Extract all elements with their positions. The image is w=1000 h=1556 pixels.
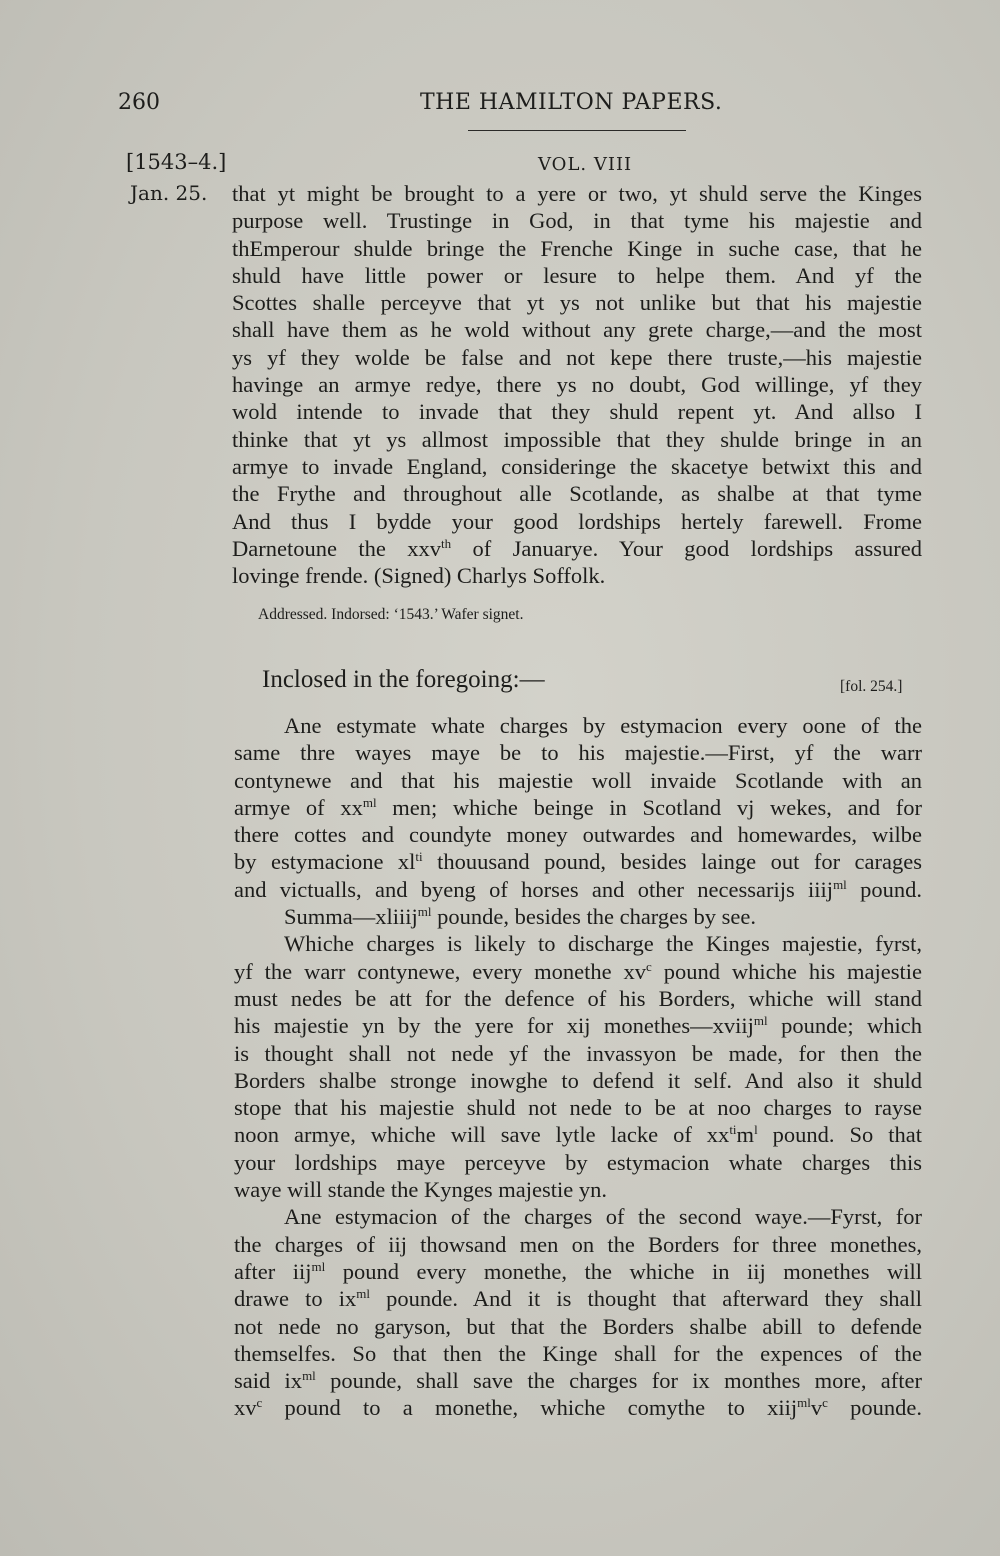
volume-label: VOL. VIII	[538, 154, 633, 175]
enclosure-text	[234, 712, 922, 1422]
enclosure-line: waye will stande the Kynges majestie yn.	[234, 1177, 608, 1203]
letter-line: armye to invade England, consideringe the skacetye betwixt this and	[232, 453, 922, 479]
enclosure-line: Summa—xliiij$^{ml}$ pounde, besides the charges by see.	[284, 904, 756, 930]
letter-line: ys yf they wolde be false and not kepe there truste,—his majestie	[232, 344, 922, 370]
letter-line: the Frythe and throughout alle Scotlande, as shalbe at that tyme	[232, 481, 922, 507]
page-header	[118, 88, 928, 128]
enclosure-line: same thre wayes maye be to his majestie.—First, yf the warr	[234, 740, 922, 766]
enclosure-line: the charges of iij thowsand men on the Borders for three monethes,	[234, 1231, 922, 1257]
enclosure-line: noon armye, whiche will save lytle lacke of $xx^{ti}m^l$ pound. So that	[234, 1122, 922, 1148]
header-rule	[468, 130, 686, 131]
letter-line: Scottes shalle perceyve that yt ys not unlike but that his majestie	[232, 290, 922, 316]
enclosure-line: yf the warr contynewe, every monethe $xv^c$ pound whiche his majestie	[234, 958, 922, 984]
letter-line: shall have them as he wold without any grete charge,—and the most	[232, 317, 922, 343]
enclosure-line: themselfes. So that then the Kinge shall for the expences of the	[234, 1340, 922, 1366]
letter-line: wold intende to invade that they shuld repent yt. And allso I	[232, 399, 922, 425]
section-heading: Inclosed in the foregoing:—	[262, 666, 545, 693]
enclosure-line: after iij$^{ml}$ pound every monethe, the whiche in iij monethes will	[234, 1258, 922, 1284]
margin-date: Jan. 25.	[130, 181, 208, 205]
letter-line: thEmperour shulde bringe the Frenche Kinge in suche case, that he	[232, 235, 922, 261]
enclosure-line: Whiche charges is likely to discharge the Kinges majestie, fyrst,	[284, 931, 922, 957]
letter-text	[232, 180, 922, 589]
endorsement-note: Addressed. Indorsed: ‘1543.’ Wafer signet.	[258, 606, 524, 623]
enclosure-line: drawe to $ix^{ml}$ pounde. And it is thought that afterward they shall	[234, 1286, 923, 1312]
page-number: 260	[118, 90, 160, 115]
enclosure-line: Ane estymate whate charges by estymacion every oone of the	[284, 713, 922, 738]
enclosure-line: must nedes be att for the defence of his Borders, whiche will stand	[234, 985, 922, 1011]
enclosure-line: Ane estymacion of the charges of the second waye.—Fyrst, for	[284, 1204, 922, 1230]
enclosure-line: by estymacione $xl^{ti}$ thouusand pound, besides lainge out for carages	[234, 849, 922, 875]
enclosure-line: his majestie yn by the yere for xij monethes—xviij$^{ml}$ pounde; which	[234, 1013, 922, 1039]
letter-line: Darnetoune the xxv$^{th}$ of Januarye. Your good lordships assured	[232, 535, 922, 561]
margin-date-range: [1543–4.]	[126, 150, 227, 174]
folio-reference: [fol. 254.]	[840, 678, 903, 695]
letter-line: that yt might be brought to a yere or two, yt shuld serve the Kinges	[232, 181, 922, 206]
enclosure-line: stope that his majestie shuld not nede to be at noo charges to rayse	[234, 1095, 922, 1121]
running-title: THE HAMILTON PAPERS.	[420, 90, 723, 115]
letter-line: purpose well. Trustinge in God, in that tyme his majestie and	[232, 208, 922, 234]
letter-line: havinge an armye redye, there ys no doubt, God willinge, yf they	[232, 372, 922, 398]
enclosure-line: said $ix^{ml}$ pounde, shall save the charges for ix monthes more, after	[234, 1368, 922, 1394]
enclosure-line: there cottes and coundyte money outwardes and homewardes, wilbe	[234, 822, 922, 848]
letter-line: And thus I bydde your good lordships hertely farewell. Frome	[232, 508, 922, 534]
enclosure-line: is thought shall not nede yf the invassyon be made, for then the	[234, 1040, 922, 1066]
letter-line: thinke that yt ys allmost impossible that they shulde bringe in an	[232, 426, 922, 452]
enclosure-line: your lordships maye perceyve by estymacion whate charges this	[234, 1149, 922, 1175]
enclosure-line: not nede no garyson, but that the Borders shalbe abill to defende	[234, 1313, 922, 1339]
letter-line: shuld have little power or lesure to helpe them. And yf the	[232, 262, 922, 288]
enclosure-line: Borders shalbe stronge inowghe to defend it self. And also it shuld	[234, 1067, 922, 1093]
enclosure-line: contynewe and that his majestie woll invaide Scotlande with an	[234, 767, 922, 793]
enclosure-line: $xv^c$ pound to a monethe, whiche comythe to $xiij^{ml}v^c$ pounde.	[234, 1395, 922, 1421]
letter-line: lovinge frende. (Signed) Charlys Soffolk.	[232, 563, 606, 589]
enclosure-line: armye of $xx^{ml}$ men; whiche beinge in Scotland vj wekes, and for	[234, 794, 922, 820]
enclosure-line: and victualls, and byeng of horses and other necessarijs iiij$^{ml}$ pound.	[234, 876, 922, 902]
